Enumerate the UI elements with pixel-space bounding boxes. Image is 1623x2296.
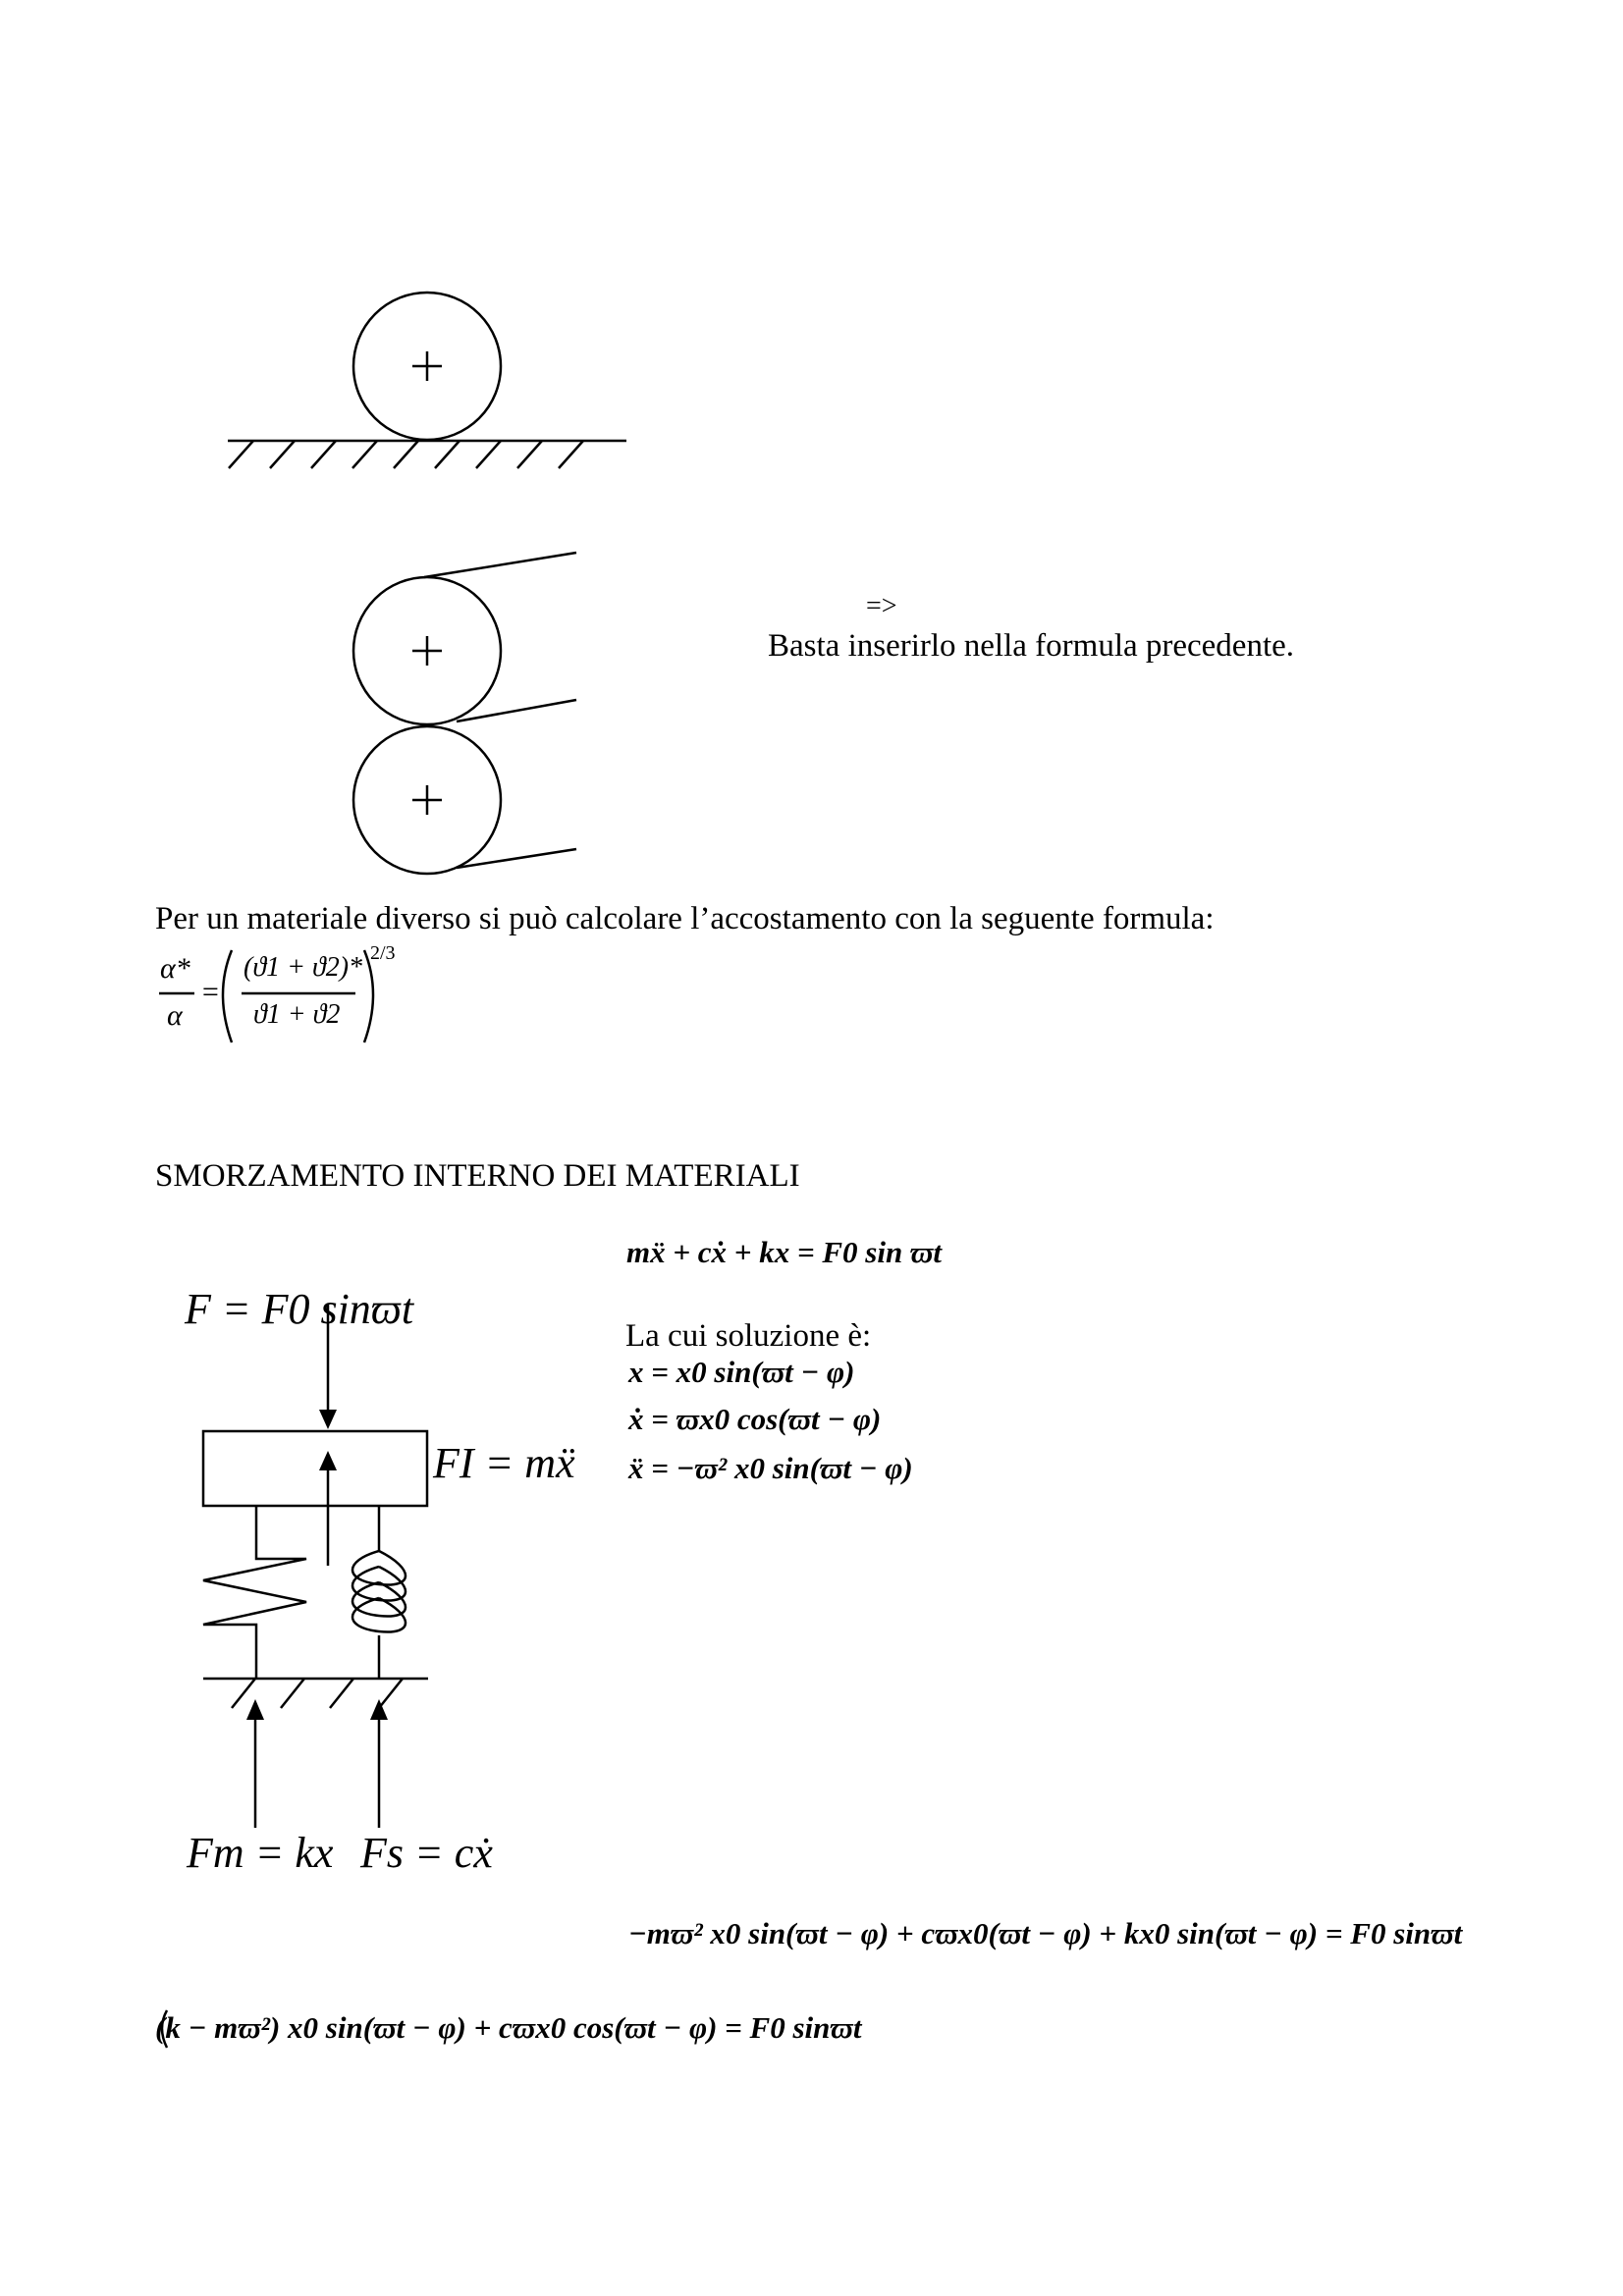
theta-sum-star: (ϑ1 + ϑ2)* [243, 952, 363, 983]
tangent-line [424, 553, 576, 577]
section-heading: SMORZAMENTO INTERNO DEI MATERIALI [155, 1158, 800, 1194]
equation-grouped: (k − mϖ²) x0 sin(ϖt − φ) + cϖx0 cos(ϖt − φ) = F0 sinϖt [155, 2010, 862, 2045]
diagram-note: Basta inserirlo nella formula precedente. [768, 628, 1295, 664]
spring-damper-figure [203, 1304, 428, 1828]
tangent-line [457, 849, 576, 868]
equals-sign: = [200, 976, 221, 1008]
spring [203, 1506, 306, 1679]
label-force: F = F0 sinϖt [185, 1285, 414, 1333]
solution-intro: La cui soluzione è: [625, 1318, 872, 1354]
equation-x: x = x0 sin(ϖt − φ) [628, 1355, 855, 1389]
ground-hatching [229, 441, 583, 468]
label-inertia: FI = mẍ [433, 1439, 575, 1487]
alpha: α [167, 999, 183, 1032]
label-damper: Fs = cẋ [360, 1829, 493, 1877]
material-formula-intro: Per un materiale diverso si può calcolare l’accostamento con la seguente formula: [155, 901, 1215, 936]
equation-x-ddot: ẍ = −ϖ² x0 sin(ϖt − φ) [628, 1451, 913, 1485]
label-spring: Fm = kx [187, 1829, 334, 1877]
alpha-star: α* [160, 952, 190, 985]
ground-hatching [232, 1679, 403, 1708]
theta-sum: ϑ1 + ϑ2 [253, 999, 341, 1030]
implication-arrow: => [866, 591, 897, 621]
tangent-line [457, 700, 576, 721]
equation-x-dot: ẋ = ϖx0 cos(ϖt − φ) [628, 1402, 882, 1436]
mass-block [203, 1431, 427, 1506]
wheel-on-ground-figure [228, 293, 626, 468]
two-rollers-figure [353, 553, 576, 874]
exponent: 2/3 [370, 942, 396, 964]
damper [352, 1506, 406, 1679]
equation-substituted: −mϖ² x0 sin(ϖt − φ) + cϖx0(ϖt − φ) + kx0 sin(ϖt − φ) = F0 sinϖt [628, 1916, 1463, 1950]
equation-motion: mẍ + cẋ + kx = F0 sin ϖt [626, 1235, 943, 1269]
